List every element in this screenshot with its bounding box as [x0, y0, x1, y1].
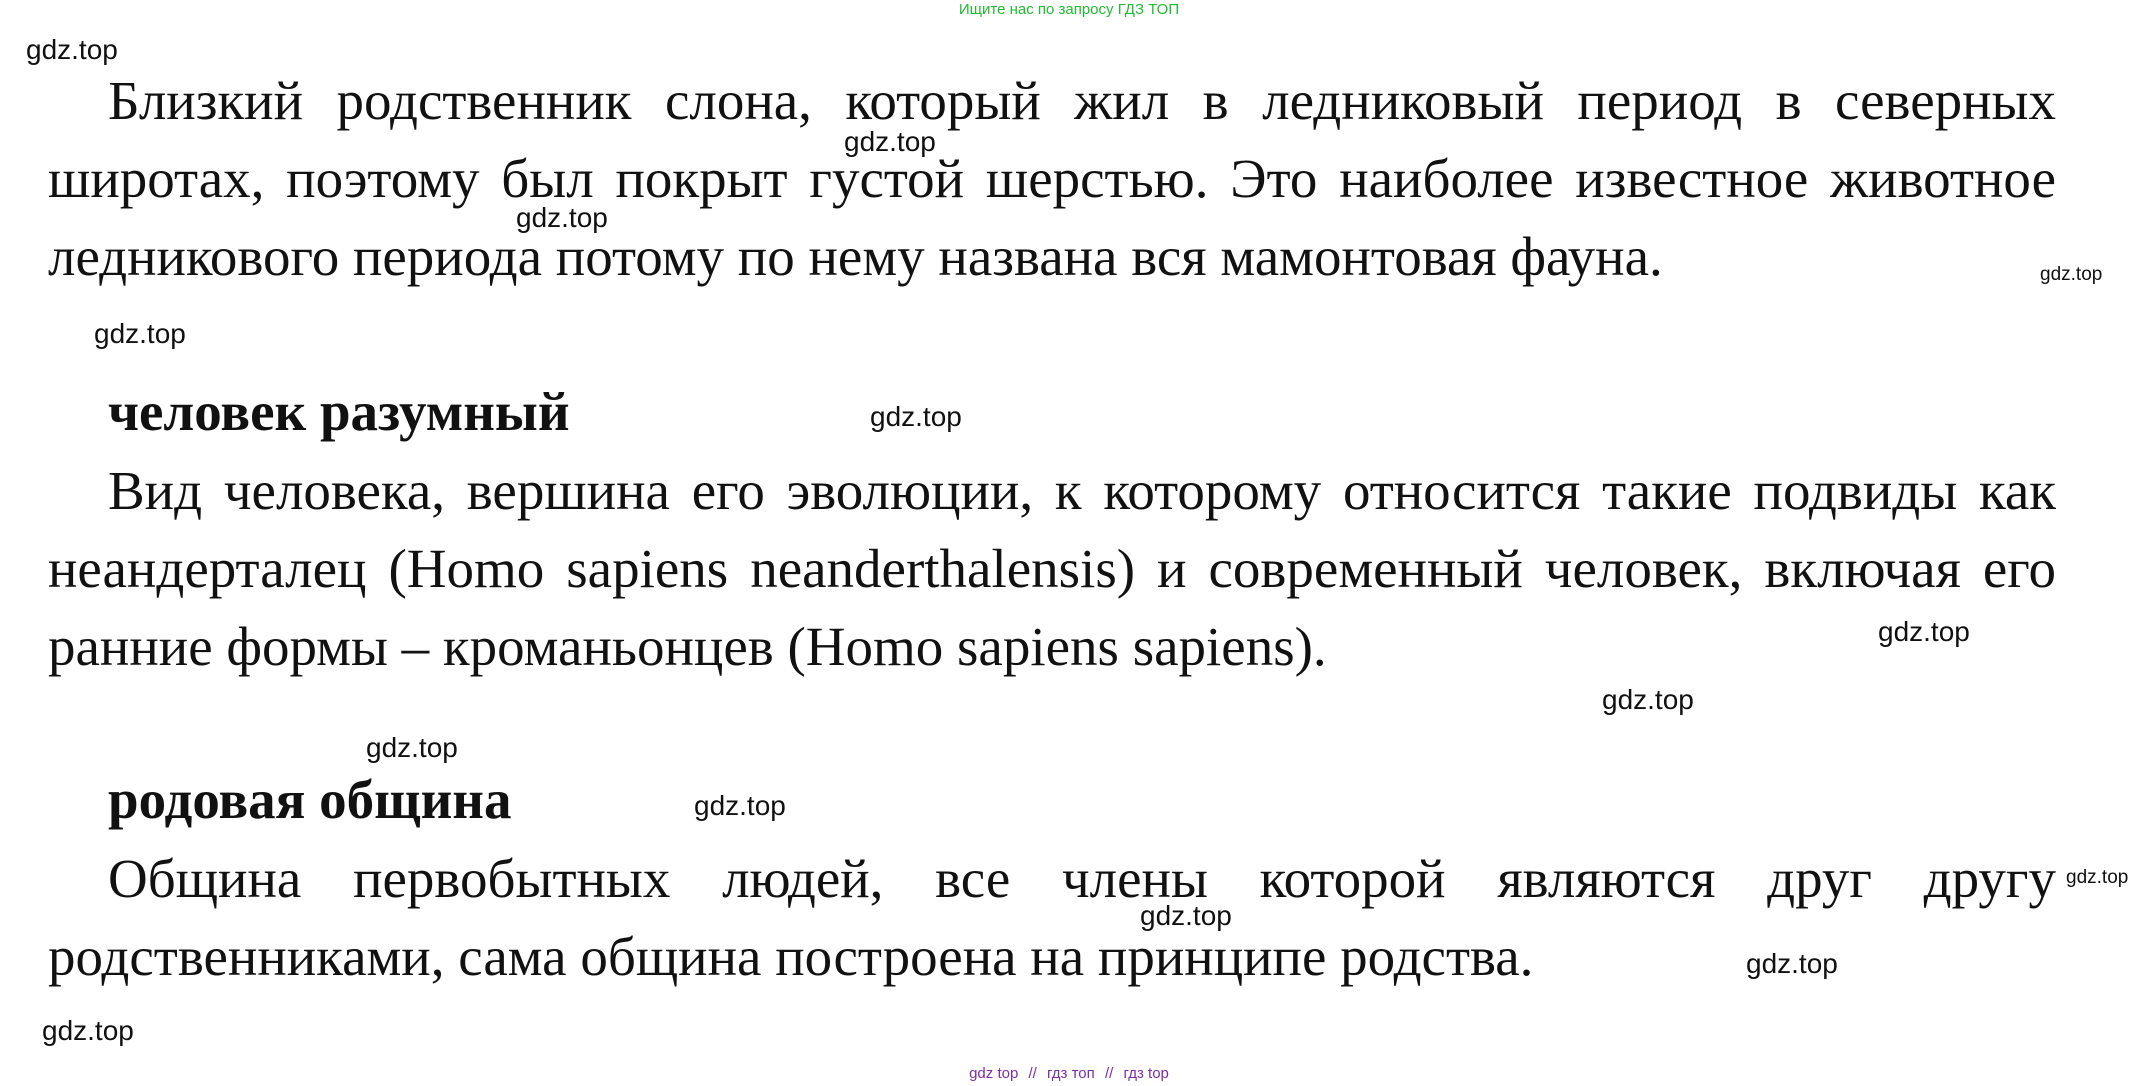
watermark: gdz.top — [2066, 867, 2129, 888]
footer-links — [0, 1064, 2138, 1084]
watermark: gdz.top — [870, 401, 962, 432]
heading-clan-community: родовая община — [108, 769, 512, 830]
watermark: gdz.top — [2040, 264, 2103, 285]
watermark: gdz.top — [1602, 684, 1694, 715]
paragraph-mammoth: Близкий родственник слона, который жил в ледниковый период в северных широтах, поэтому был покрыт густой шерстью. Это наиболее известное животное ледникового периода потому по нему названа вся мамонтовая фауна. — [48, 70, 2056, 287]
footer-separator: // — [1104, 1065, 1114, 1082]
watermark: gdz.top — [516, 202, 608, 233]
watermark: gdz.top — [42, 1015, 134, 1046]
watermark: gdz.top — [1878, 616, 1970, 647]
heading-homo-sapiens: человек разумный — [108, 381, 570, 442]
paragraph-clan-community: Община первобытных людей, все члены которой являются друг другу родственниками, сама община построена на принципе родства. — [48, 848, 2056, 987]
watermark: gdz.top — [1140, 900, 1232, 931]
footer-link[interactable]: gdz top — [969, 1065, 1019, 1082]
watermark: gdz.top — [1746, 948, 1838, 979]
watermark: gdz.top — [94, 318, 186, 349]
paragraph-homo-sapiens: Вид человека, вершина его эволюции, к которому относится такие подвиды как неандерталец (Homo sapiens neanderthalensis) и современный человек, включая его ранние формы – кроманьонцев (Homo sapiens sapiens). — [48, 460, 2056, 677]
watermark: gdz.top — [844, 126, 936, 157]
top-banner: Ищите нас по запросу ГДЗ ТОП — [958, 1, 1180, 18]
watermark: gdz.top — [26, 34, 118, 65]
watermark: gdz.top — [694, 790, 786, 821]
footer-link[interactable]: гдз топ — [1047, 1065, 1095, 1082]
footer-separator: // — [1028, 1065, 1037, 1082]
watermark: gdz.top — [366, 732, 458, 763]
footer-link[interactable]: гдз top — [1123, 1065, 1169, 1082]
